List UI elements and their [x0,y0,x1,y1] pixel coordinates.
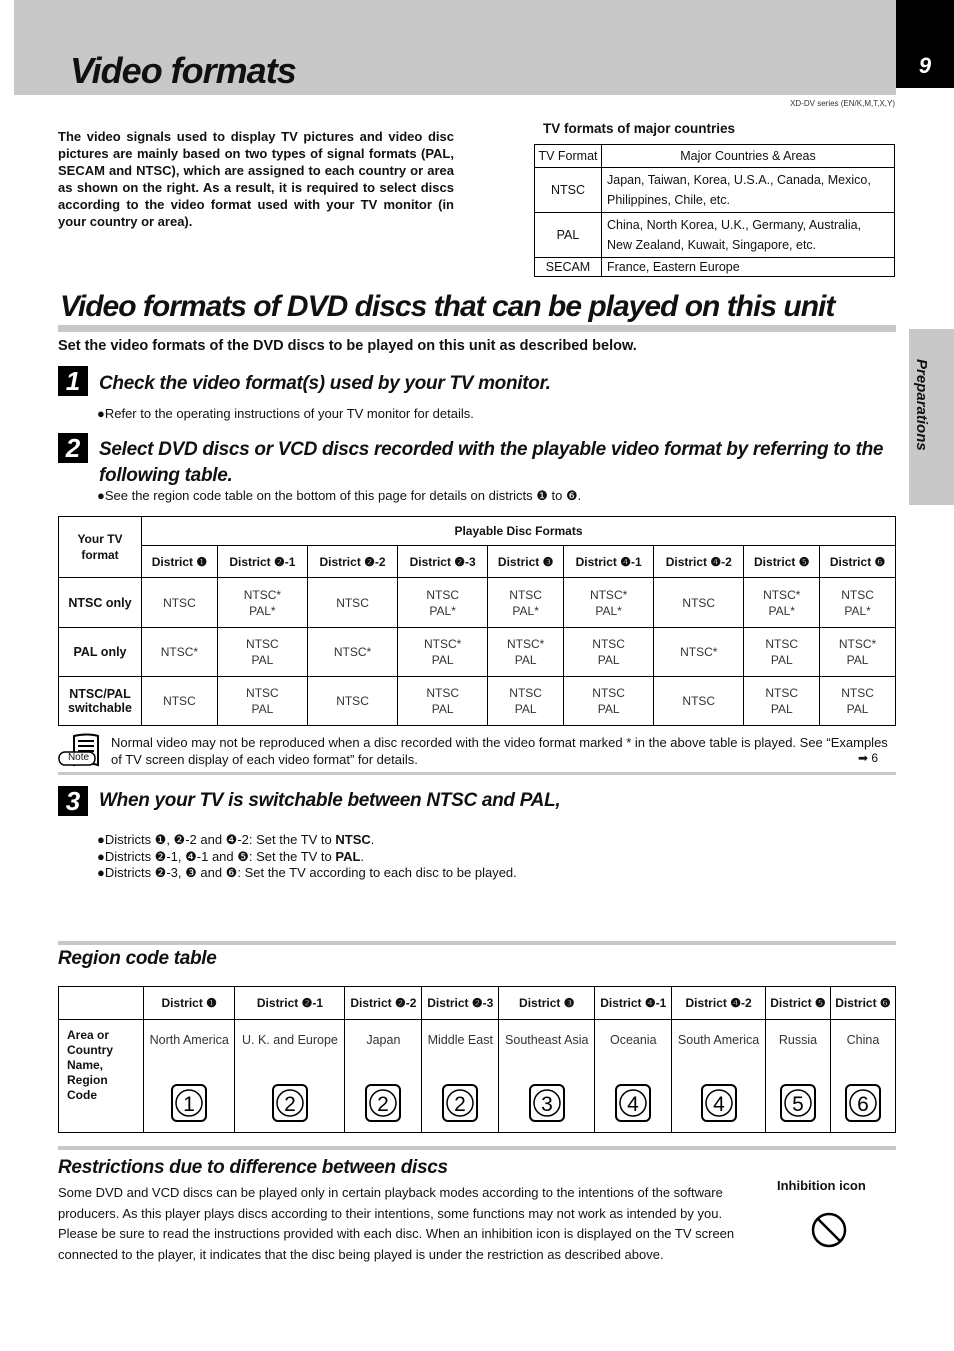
corner-header: Your TV format [59,517,142,578]
district-header: District ❺ [765,987,830,1020]
divider [58,772,896,775]
format-value: NTSC* [680,645,718,659]
side-tab [909,329,954,505]
inhibition-icon-label: Inhibition icon [777,1178,866,1193]
format-cell [398,677,488,726]
table-header-row [535,145,895,168]
format-cell [564,677,654,726]
step-3-list [97,832,517,882]
page-number: 9 [896,0,954,88]
format-value: PAL [597,653,620,667]
table-row [535,213,895,258]
format-cell: PAL [535,213,602,258]
region-cell [830,1020,895,1133]
step-number-3: 3 [58,786,88,816]
region-globe-icon [845,1084,881,1122]
area-name: South America [677,1033,760,1047]
format-value: PAL* [595,603,622,618]
region-globe-icon [442,1084,478,1122]
column-header: Major Countries & Areas [602,145,895,168]
format-cell [398,628,488,677]
format-cell [564,628,654,677]
table-row [59,1020,896,1133]
format-value: PAL* [429,603,456,618]
region-code-table [58,986,896,1133]
format-cell [820,628,896,677]
region-globe-icon [171,1084,207,1122]
format-value: NTSC [163,694,196,708]
playable-formats-table [58,516,896,726]
table-header-row [59,517,896,546]
format-value: NTSC* [243,587,282,602]
step-3-title: When your TV is switchable between NTSC and PAL, [99,790,561,811]
format-cell [217,628,307,677]
format-value: NTSC [592,686,625,700]
tv-formats-title: TV formats of major countries [543,121,736,136]
format-cell [820,677,896,726]
format-value: NTSC [509,686,542,700]
region-cell [422,1020,499,1133]
region-code: 2 [454,1093,467,1116]
table-row [535,168,895,213]
district-header: District ❸ [499,987,595,1020]
format-value: NTSC [246,637,279,651]
group-header: Playable Disc Formats [142,517,896,546]
table-row [535,258,895,277]
region-code: 1 [183,1093,196,1116]
countries-cell: France, Eastern Europe [602,258,895,277]
format-value: PAL* [768,603,795,618]
region-cell [765,1020,830,1133]
section-title: Video formats of DVD discs that can be played on this unit [60,290,835,323]
format-value: NTSC [509,587,542,602]
district-header: District ❷-3 [398,546,488,578]
district-header: District ❷-2 [307,546,397,578]
region-cell [595,1020,672,1133]
format-value: PAL* [249,603,276,618]
format-value: NTSC [426,587,459,602]
format-cell: SECAM [535,258,602,277]
list-item [97,849,517,866]
inhibition-icon [810,1211,848,1249]
format-value: NTSC* [506,637,545,651]
list-item-emphasis: PAL [335,848,361,864]
format-value: PAL [597,702,620,716]
district-header: District ❹-2 [672,987,766,1020]
column-header: TV Format [535,145,602,168]
divider [58,941,896,945]
format-cell [217,677,307,726]
table-row [59,628,896,677]
format-value: NTSC [592,637,625,651]
format-value: PAL [770,702,793,716]
row-header: PAL only [59,628,142,677]
format-cell [142,578,218,628]
district-header: District ❺ [744,546,820,578]
format-value: PAL [251,653,274,667]
row-header: NTSC only [59,578,142,628]
format-cell [398,578,488,628]
format-cell [744,578,820,628]
region-table-title: Region code table [58,948,217,969]
district-header: District ❷-2 [345,987,422,1020]
note-text: Normal video may not be reproduced when a disc recorded with the video format marked * in the above table is played. See “Examples of TV screen display of each video format” for details. [111,735,888,767]
format-value: NTSC [765,686,799,700]
list-item-text: . [370,832,375,847]
region-cell [499,1020,595,1133]
format-value: NTSC [336,694,369,708]
list-item-text: ●Districts ❶, ❷-2 and ❹-2: Set the TV to [97,832,336,847]
countries-cell: China, North Korea, U.K., Germany, Australia, New Zealand, Kuwait, Singapore, etc. [602,213,895,258]
area-name: China [846,1033,880,1047]
note-icon-label: Note [67,752,90,763]
format-value: PAL [846,653,869,667]
countries-cell: Japan, Taiwan, Korea, U.S.A., Canada, Mexico, Philippines, Chile, etc. [602,168,895,213]
format-cell: NTSC [535,168,602,213]
table-row [59,578,896,628]
format-value: NTSC [246,686,279,700]
series-label: XD-DV series (EN/K,M,T,X,Y) [790,99,895,108]
format-cell [307,578,397,628]
area-name: Middle East [427,1033,493,1047]
area-name: U. K. and Europe [241,1033,338,1047]
restrictions-title: Restrictions due to difference between discs [58,1157,448,1178]
format-value: NTSC* [838,637,877,651]
format-cell [820,578,896,628]
format-cell [654,677,744,726]
list-item-text: ●Districts ❷-1, ❹-1 and ❺: Set the TV to [97,848,336,864]
region-globe-icon [529,1084,565,1122]
list-item-text: ●Districts ❷-3, ❸ and ❻: Set the TV according to each disc to be played. [97,865,517,880]
list-item [97,832,517,849]
format-cell [142,628,218,677]
corner-header [59,987,144,1020]
format-value: NTSC [682,595,716,610]
format-cell [142,677,218,726]
format-cell [488,677,564,726]
region-code: 5 [792,1093,804,1116]
format-value: NTSC [163,595,196,610]
region-globe-icon [701,1084,737,1122]
step-1-bullet: ●Refer to the operating instructions of your TV monitor for details. [97,406,474,421]
area-name: Japan [366,1033,401,1047]
format-value: NTSC [841,686,874,700]
restrictions-text: Some DVD and VCD discs can be played only in certain playback modes according to the intentions of the software producers. As this player plays discs according to their intentions, some functions may not work as intended by you. Please be sure to read the instructions provided with each disc. When an inhibition icon is displayed on the TV screen connected to the player, it indicates that the disc being played is under the restriction as described above. [58,1185,735,1262]
format-value: PAL [514,653,537,667]
district-header: District ❸ [488,546,564,578]
step-2-title: Select DVD discs or VCD discs recorded with the playable video format by referring to the following table. [99,439,884,486]
region-cell [144,1020,235,1133]
step-number-2: 2 [58,433,88,463]
format-value: NTSC* [333,645,372,659]
district-header: District ❶ [144,987,235,1020]
row-label: Area or Country Name, Region Code [59,1020,144,1133]
region-code: 4 [627,1093,640,1116]
list-item [97,865,517,882]
table-row [59,677,896,726]
tv-formats-table [534,144,895,277]
format-value: NTSC [765,637,799,651]
district-header: District ❷-3 [422,987,499,1020]
format-cell [307,677,397,726]
step-number-1: 1 [58,366,88,396]
format-value: PAL [431,702,454,716]
district-header: District ❹-1 [564,546,654,578]
section-rule [58,325,896,332]
region-globe-icon [365,1084,401,1122]
area-name: Oceania [609,1033,657,1047]
district-header-row [59,987,896,1020]
district-header: District ❹-1 [595,987,672,1020]
format-value: NTSC* [589,587,628,602]
format-value: PAL [251,702,274,716]
row-header: NTSC/PAL switchable [59,677,142,726]
district-header: District ❷-1 [217,546,307,578]
format-value: PAL* [512,603,539,618]
format-value: NTSC* [160,645,199,659]
format-value: NTSC* [423,637,462,651]
region-code: 2 [284,1093,296,1116]
format-cell [654,578,744,628]
area-name: Southeast Asia [505,1033,589,1047]
region-code: 4 [712,1093,725,1116]
district-header: District ❻ [820,546,896,578]
format-cell [744,628,820,677]
region-cell [672,1020,766,1133]
format-value: PAL* [844,603,871,618]
format-cell [488,628,564,677]
side-tab-label: Preparations [913,359,930,451]
note-icon [58,733,100,769]
region-globe-icon [780,1084,816,1122]
district-header-row [59,546,896,578]
format-value: PAL [431,653,454,667]
format-value: NTSC [841,587,874,602]
page-reference: ➡ 6 [858,751,879,765]
district-header: District ❷-1 [235,987,345,1020]
region-globe-icon [615,1084,651,1122]
step-1-title: Check the video format(s) used by your TV monitor. [99,373,551,394]
format-cell [744,677,820,726]
format-value: NTSC* [763,587,801,602]
format-cell [488,578,564,628]
region-code: 6 [857,1093,869,1116]
format-value: NTSC [426,686,459,700]
district-header: District ❹-2 [654,546,744,578]
intro-text: The video signals used to display TV pictures and video disc pictures are mainly based on two types of signal formats (PAL, SECAM and NTSC), which are assigned to each country or area as shown on the right. As a result, it is required to select discs according to the video format used with your TV monitor (in your country or area). [58,129,454,229]
format-value: NTSC [682,694,716,708]
region-cell [345,1020,422,1133]
region-code: 2 [377,1093,390,1116]
region-code: 3 [540,1093,553,1116]
format-cell [654,628,744,677]
format-cell [217,578,307,628]
step-2-bullet: ●See the region code table on the bottom of this page for details on districts ❶ to ❻. [97,488,582,503]
region-cell [235,1020,345,1133]
format-cell [307,628,397,677]
divider [58,1146,896,1150]
format-value: PAL [514,702,537,716]
set-instruction: Set the video formats of the DVD discs to be played on this unit as described below. [58,338,637,354]
region-globe-icon [272,1084,308,1122]
area-name: Russia [778,1033,818,1047]
format-value: PAL [770,653,793,667]
list-item-text: . [360,848,365,864]
page-title: Video formats [70,50,296,91]
area-name: North America [149,1033,229,1047]
format-value: PAL [846,702,869,716]
list-item-emphasis: NTSC [335,832,371,847]
district-header: District ❻ [830,987,895,1020]
format-cell [564,578,654,628]
format-value: NTSC [336,595,369,610]
district-header: District ❶ [142,546,218,578]
